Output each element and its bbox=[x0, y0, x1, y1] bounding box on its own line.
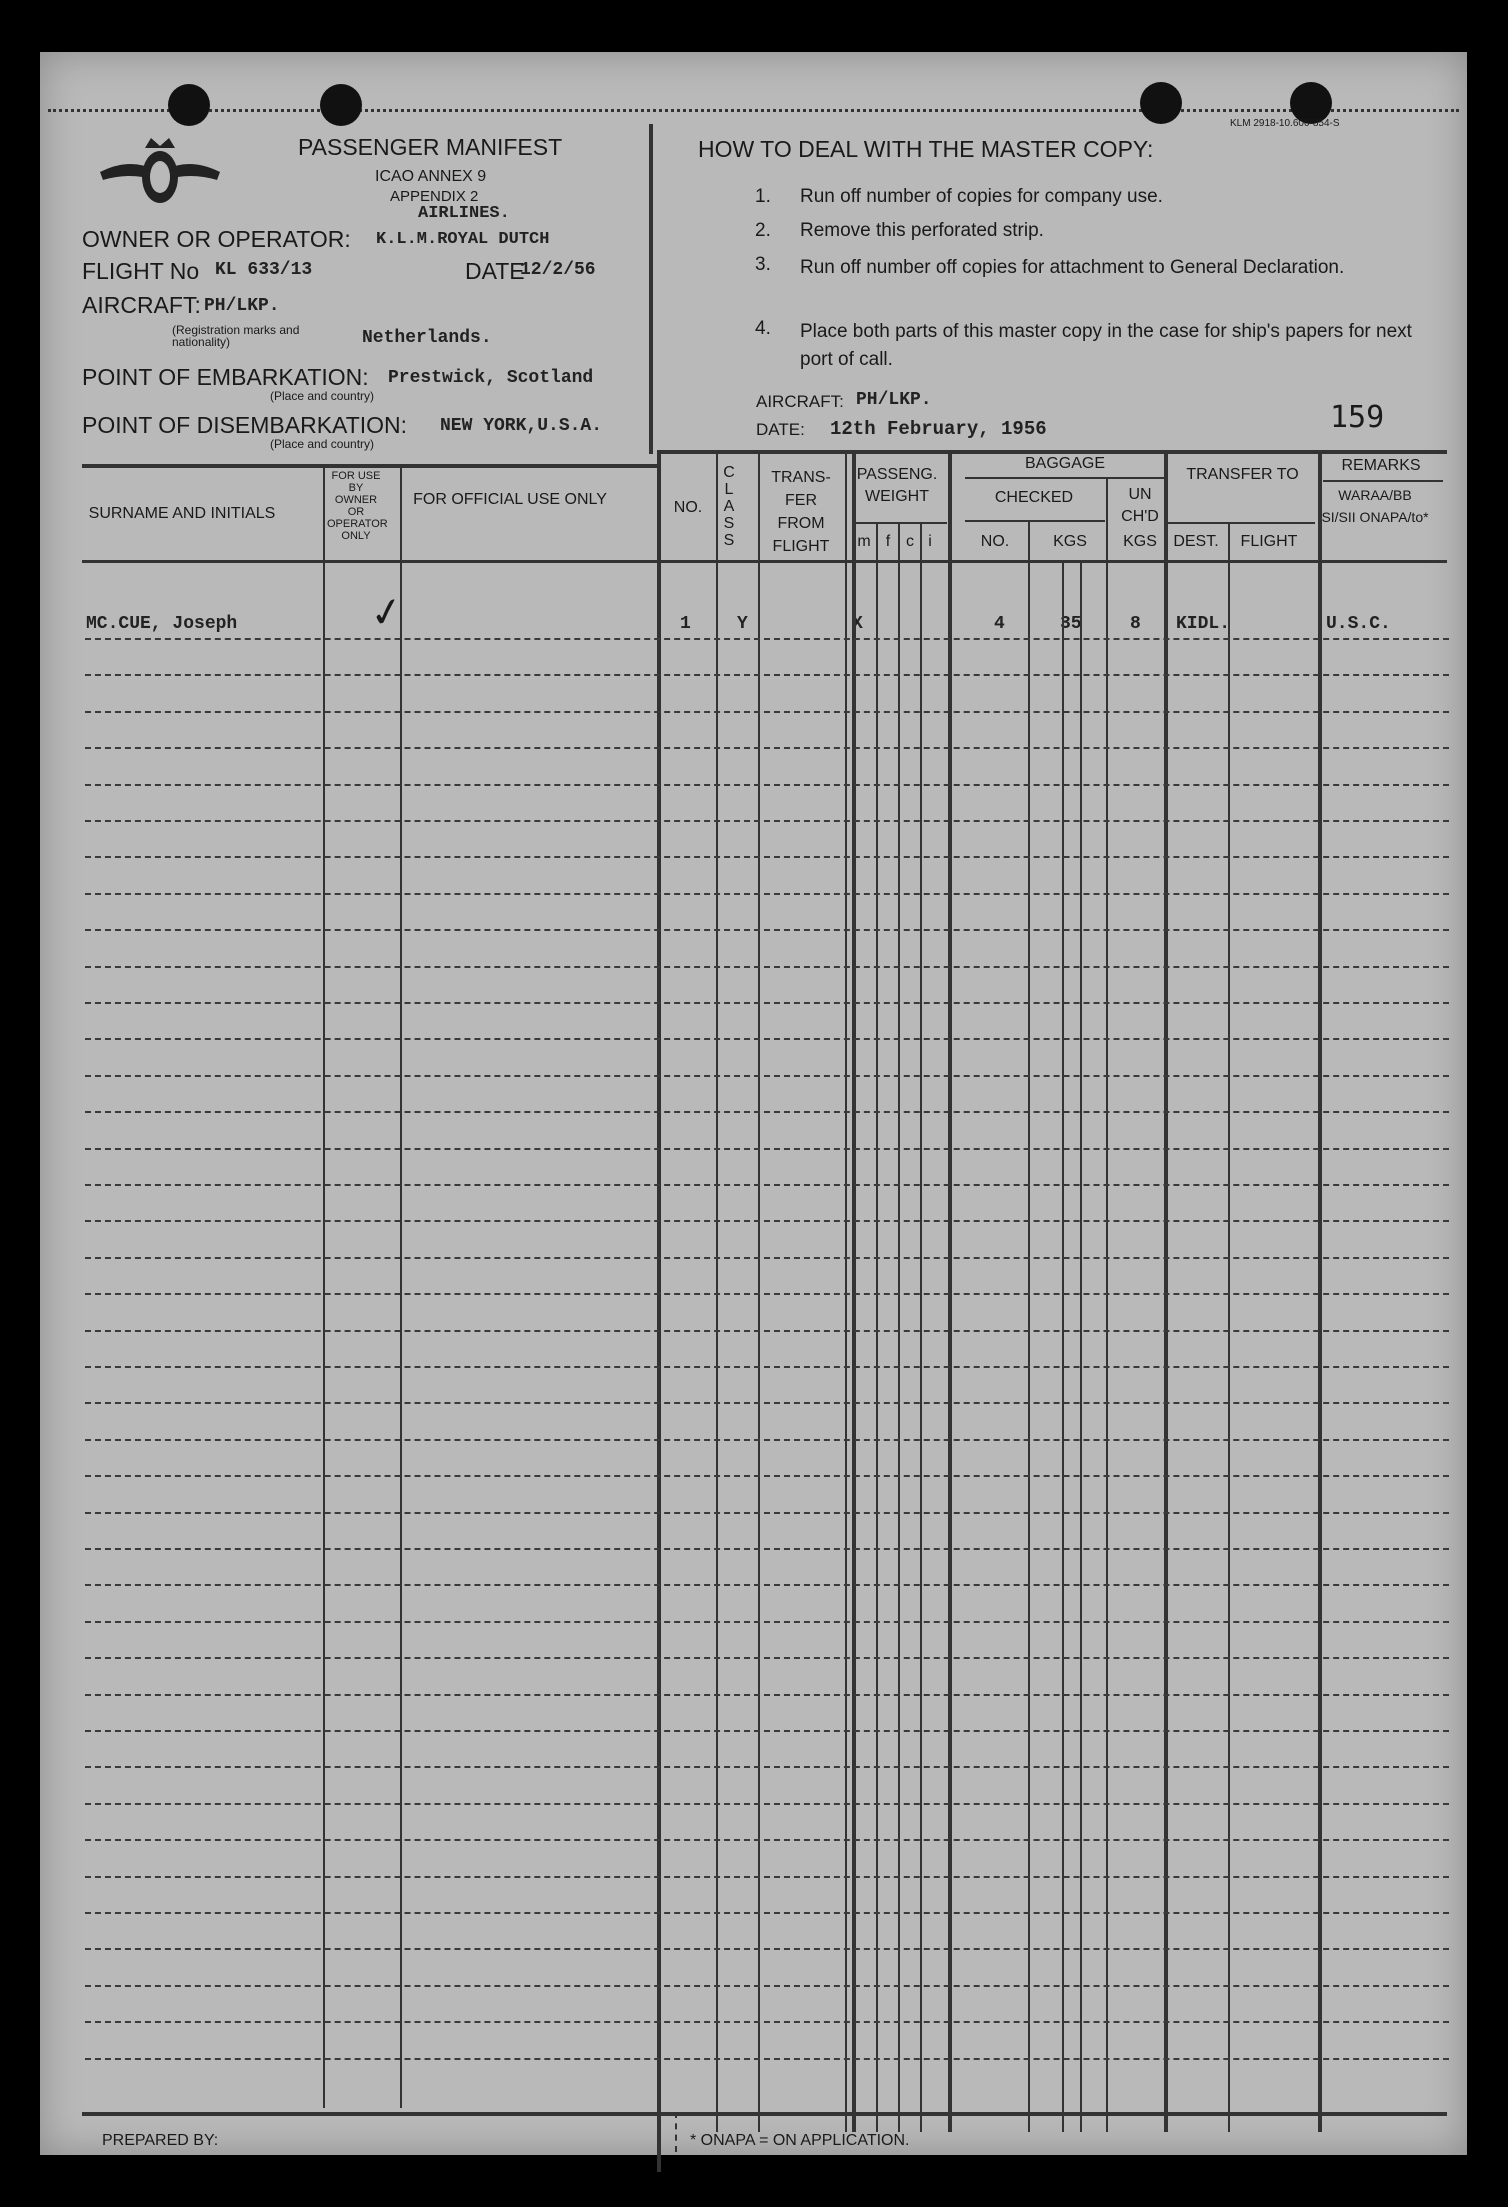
row-line bbox=[85, 1876, 1449, 1878]
row-line bbox=[85, 1439, 1449, 1441]
row-line bbox=[85, 2021, 1449, 2023]
instruction-number: 3. bbox=[755, 254, 771, 275]
baggage-kgs: 35 bbox=[1060, 614, 1082, 634]
baggage-no: 4 bbox=[994, 614, 1005, 634]
row-line bbox=[85, 1038, 1449, 1040]
row-line bbox=[85, 1002, 1449, 1004]
row-line bbox=[85, 784, 1449, 786]
owner-label: OWNER OR OPERATOR: bbox=[82, 226, 351, 252]
col-remarks-codes: WARAA/BB SI/SII ONAPA/to* bbox=[1321, 487, 1429, 525]
header-bottom-border bbox=[82, 560, 1447, 563]
col-checked: CHECKED bbox=[994, 489, 1074, 506]
row-line bbox=[85, 1257, 1449, 1259]
registration-note: (Registration marks and nationality) bbox=[172, 323, 300, 349]
row-line bbox=[85, 674, 1449, 676]
col-surname: SURNAME AND INITIALS bbox=[88, 505, 276, 522]
klm-crown-logo-icon bbox=[95, 132, 225, 212]
col-owner-use: FOR USE BY OWNER OR OPERATOR ONLY bbox=[327, 470, 388, 542]
col-weight-m: m bbox=[857, 533, 871, 550]
punch-hole bbox=[168, 84, 210, 126]
row-line bbox=[85, 1475, 1449, 1477]
embarkation-value: Prestwick, Scotland bbox=[388, 368, 594, 388]
form-appendix: APPENDIX 2 bbox=[390, 188, 479, 205]
row-line bbox=[85, 1184, 1449, 1186]
col-divider bbox=[323, 468, 325, 2108]
aircraft-label-right: AIRCRAFT: bbox=[756, 392, 844, 411]
row-line bbox=[85, 1657, 1449, 1659]
date-value-right: 12th February, 1956 bbox=[830, 418, 1047, 440]
passenger-name: MC.CUE, Joseph bbox=[86, 614, 238, 634]
row-line bbox=[85, 2058, 1449, 2060]
row-line bbox=[85, 1621, 1449, 1623]
manifest-sheet bbox=[40, 52, 1467, 2155]
row-line bbox=[85, 1512, 1449, 1514]
passenger-class: Y bbox=[737, 614, 748, 634]
col-official: FOR OFFICIAL USE ONLY bbox=[413, 491, 607, 508]
col-weight: PASSENG. WEIGHT bbox=[856, 466, 938, 505]
form-subtitle: ICAO ANNEX 9 bbox=[375, 168, 487, 185]
table-top-border bbox=[82, 464, 657, 468]
row-line bbox=[85, 929, 1449, 931]
col-divider bbox=[948, 452, 952, 2132]
aircraft-value: PH/LKP. bbox=[204, 296, 280, 316]
col-transfer-to: TRANSFER TO bbox=[1186, 466, 1299, 483]
owner-value-line2: AIRLINES. bbox=[418, 204, 510, 223]
row-line bbox=[85, 1985, 1449, 1987]
row-line bbox=[85, 1803, 1449, 1805]
header-divider bbox=[649, 124, 653, 454]
instruction-number: 2. bbox=[755, 220, 771, 241]
row-line bbox=[85, 893, 1449, 895]
date-label: DATE bbox=[465, 258, 525, 284]
row-line bbox=[85, 1293, 1449, 1295]
col-divider bbox=[1164, 452, 1168, 2132]
col-divider bbox=[845, 452, 847, 2132]
row-line bbox=[85, 1220, 1449, 1222]
embarkation-label: POINT OF EMBARKATION: bbox=[82, 364, 369, 390]
date-value: 12/2/56 bbox=[520, 260, 596, 280]
header-rule bbox=[1165, 522, 1315, 524]
footer-divider bbox=[675, 2112, 677, 2152]
col-dest: DEST. bbox=[1173, 533, 1219, 550]
embarkation-note: (Place and country) bbox=[270, 389, 375, 403]
row-line bbox=[85, 747, 1449, 749]
row-line bbox=[85, 638, 1449, 640]
col-weight-i: i bbox=[928, 533, 932, 550]
row-line bbox=[85, 1912, 1449, 1914]
row-line bbox=[85, 966, 1449, 968]
instructions-title: HOW TO DEAL WITH THE MASTER COPY: bbox=[698, 136, 1154, 162]
row-line bbox=[85, 1766, 1449, 1768]
instruction-number: 4. bbox=[755, 318, 771, 339]
transfer-dest: KIDL. bbox=[1176, 614, 1231, 634]
flight-label: FLIGHT No bbox=[82, 258, 200, 284]
col-divider bbox=[1062, 562, 1064, 2132]
remarks-value: U.S.C. bbox=[1326, 614, 1391, 634]
col-unchd: UN CH'D bbox=[1121, 486, 1159, 525]
col-checked-no: NO. bbox=[980, 533, 1010, 550]
row-line bbox=[85, 1402, 1449, 1404]
disembarkation-label: POINT OF DISEMBARKATION: bbox=[82, 412, 408, 438]
form-title: PASSENGER MANIFEST bbox=[298, 134, 563, 160]
unchecked-kgs: 8 bbox=[1130, 614, 1141, 634]
aircraft-label: AIRCRAFT: bbox=[82, 292, 201, 318]
col-weight-c: c bbox=[906, 533, 914, 550]
aircraft-value-right: PH/LKP. bbox=[856, 390, 932, 410]
row-line bbox=[85, 1330, 1449, 1332]
row-line bbox=[85, 1730, 1449, 1732]
nationality-value: Netherlands. bbox=[362, 328, 492, 348]
weight-mark: X bbox=[852, 614, 863, 634]
col-no: NO. bbox=[673, 499, 703, 516]
owner-value: K.L.M.ROYAL DUTCH bbox=[376, 230, 550, 249]
col-unchd-kgs: KGS bbox=[1123, 533, 1157, 550]
row-line bbox=[85, 1839, 1449, 1841]
col-weight-f: f bbox=[885, 533, 891, 550]
disembarkation-value: NEW YORK,U.S.A. bbox=[440, 416, 603, 436]
row-line bbox=[85, 1148, 1449, 1150]
header-rule bbox=[1323, 480, 1443, 482]
col-class: C L A S S bbox=[723, 464, 735, 549]
form-code: KLM 2918-10.600-854-S bbox=[1230, 118, 1340, 129]
row-line bbox=[85, 1948, 1449, 1950]
col-divider bbox=[1080, 562, 1082, 2132]
col-divider bbox=[898, 524, 900, 2132]
col-divider bbox=[852, 452, 856, 2132]
punch-hole bbox=[1140, 82, 1182, 124]
col-divider bbox=[920, 524, 922, 2132]
disembarkation-note: (Place and country) bbox=[270, 437, 375, 451]
date-label-right: DATE: bbox=[756, 420, 805, 439]
passenger-no: 1 bbox=[680, 614, 691, 634]
onapa-note: * ONAPA = ON APPLICATION. bbox=[690, 2132, 910, 2149]
page-number: 159 bbox=[1330, 400, 1385, 435]
header-rule bbox=[965, 477, 1165, 479]
punch-hole bbox=[320, 84, 362, 126]
col-flight: FLIGHT bbox=[1240, 533, 1298, 550]
instruction-text: Run off number of copies for company use. bbox=[800, 186, 1163, 207]
row-line bbox=[85, 711, 1449, 713]
instruction-text: Place both parts of this master copy in the case for ship's papers for next port of call. bbox=[800, 321, 1412, 370]
row-line bbox=[85, 1548, 1449, 1550]
prepared-by-label: PREPARED BY: bbox=[102, 2132, 219, 2149]
row-line bbox=[85, 1111, 1449, 1113]
col-divider bbox=[1318, 452, 1322, 2132]
col-divider bbox=[876, 524, 878, 2132]
col-checked-kgs: KGS bbox=[1053, 533, 1087, 550]
owner-check-mark: ✓ bbox=[366, 588, 408, 638]
row-line bbox=[85, 1584, 1449, 1586]
footer-border bbox=[82, 2112, 1447, 2116]
perforated-strip bbox=[48, 109, 1459, 112]
row-line bbox=[85, 1075, 1449, 1077]
row-line bbox=[85, 820, 1449, 822]
col-divider bbox=[1228, 522, 1230, 2132]
col-divider bbox=[758, 452, 760, 2132]
row-line bbox=[85, 856, 1449, 858]
instruction-text: Run off number off copies for attachment to General Declaration. bbox=[800, 257, 1345, 278]
row-line bbox=[85, 1694, 1449, 1696]
col-transfer-from: TRANS- FER FROM FLIGHT bbox=[771, 469, 831, 555]
row-line bbox=[85, 1366, 1449, 1368]
col-divider bbox=[1106, 478, 1108, 2132]
col-baggage: BAGGAGE bbox=[1024, 455, 1106, 472]
flight-value: KL 633/13 bbox=[215, 260, 313, 280]
col-divider bbox=[400, 468, 402, 2108]
instruction-number: 1. bbox=[755, 186, 771, 207]
header-rule bbox=[965, 520, 1105, 522]
col-divider bbox=[1028, 522, 1030, 2132]
col-divider bbox=[716, 452, 718, 2132]
col-remarks: REMARKS bbox=[1341, 457, 1421, 474]
instruction-text: Remove this perforated strip. bbox=[800, 220, 1044, 241]
